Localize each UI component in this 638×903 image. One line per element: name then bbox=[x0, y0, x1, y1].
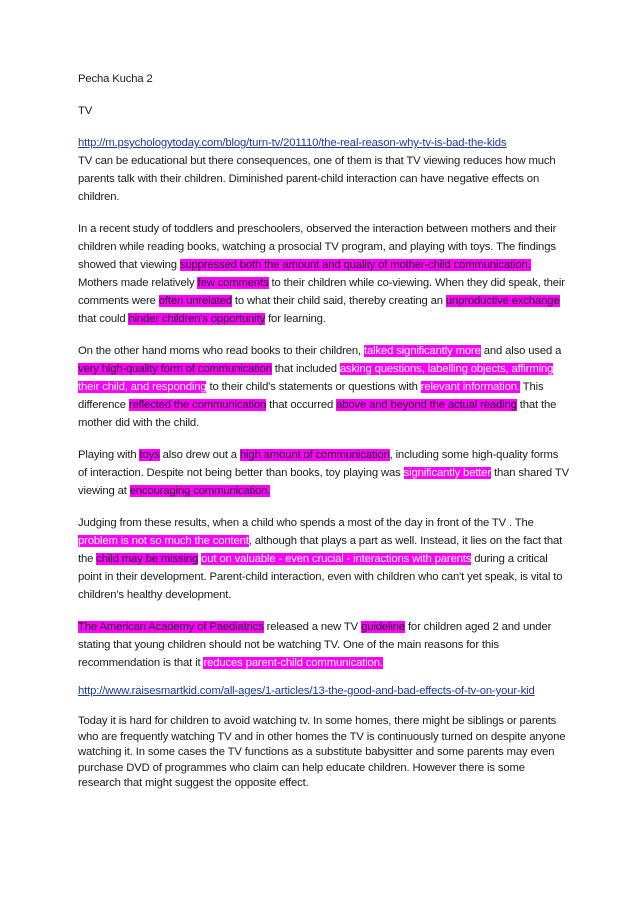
text-run: for learning. bbox=[265, 313, 326, 325]
text-run: This difference bbox=[78, 381, 544, 411]
source-link-2[interactable]: http://www.raisesmartkid.com/all-ages/1-articles/13-the-good-and-bad-effects-of-tv-on-your-kid bbox=[78, 685, 535, 697]
highlight: above and beyond the actual reading bbox=[336, 399, 517, 411]
paragraph-results bbox=[78, 514, 570, 604]
paragraph-avoid-tv: Today it is hard for children to avoid watching tv. In some homes, there might be siblings or parents who are frequently watching TV and in other homes the TV is continuously turned on despite anyone watching it. In some cases the TV functions as a substitute babysitter and some parents may even purchase DVD of programmes who claim can help educate children. However there is some research that might suggest the opposite effect. bbox=[78, 715, 566, 789]
highlight: problem is not so much the content bbox=[78, 535, 249, 547]
highlight: suppressed both the amount and quality of mother-child communication. bbox=[179, 259, 531, 271]
text-run: for children aged 2 and under stating that young children should not be watching TV. One of the main reasons for this recommendation is that it bbox=[78, 621, 552, 669]
text-run: that occurred bbox=[266, 399, 337, 411]
text-run: Judging from these results, when a child who spends a most of the day in front of the TV . The bbox=[78, 517, 534, 529]
highlight: unproductive exchange bbox=[445, 295, 560, 307]
text-run: during a critical point in their development. Parent-child interaction, even with children who can't yet speak, is vital to children's healthy development. bbox=[78, 553, 563, 601]
paragraph-guideline bbox=[78, 618, 570, 672]
text-run: released a new TV bbox=[263, 621, 362, 633]
paragraph-reading bbox=[78, 342, 570, 432]
highlight: encouraging communication. bbox=[129, 485, 271, 497]
highlight: The American Academy of Paediatrics bbox=[78, 621, 264, 633]
text-run: that could bbox=[78, 313, 129, 325]
text-run: that the mother did with the child. bbox=[78, 399, 557, 429]
source-link-1[interactable]: http://m.psychologytoday.com/blog/turn-tv/201110/the-real-reason-why-tv-is-bad-the-kids bbox=[78, 137, 507, 149]
paragraph-study bbox=[78, 220, 570, 328]
paragraph-intro: TV can be educational but there consequences, one of them is that TV viewing reduces how much parents talk with their children. Diminished parent-child interaction can have negative effects on children. bbox=[78, 155, 556, 203]
highlight: out on valuable - even crucial - interactions with parents bbox=[201, 553, 472, 565]
text-run: that included bbox=[271, 363, 340, 375]
text-run: , although that plays a part as well. Instead, it lies on the fact that the bbox=[78, 535, 563, 565]
highlight: high amount of communication bbox=[239, 449, 390, 461]
text-run: to their child's statements or questions with bbox=[206, 381, 421, 393]
highlight: often unrelated bbox=[158, 295, 232, 307]
highlight: reduces parent-child communication. bbox=[203, 657, 383, 669]
text-run: and also used a bbox=[480, 345, 562, 357]
highlight: relevant information. bbox=[420, 381, 520, 393]
text-run: In a recent study of toddlers and preschoolers, observed the interaction between mothers and their children while reading books, watching a prosocial TV program, and playing with toys. The findings showed that viewing bbox=[78, 223, 557, 271]
paragraph-toys bbox=[78, 446, 570, 500]
highlight: significantly better bbox=[403, 467, 492, 479]
document-body bbox=[78, 70, 570, 792]
highlight: asking questions, labelling objects, affirming their child, and responding bbox=[78, 363, 554, 393]
highlight: few comments bbox=[197, 277, 269, 289]
highlight: talked significantly more bbox=[363, 345, 481, 357]
highlight: guideline bbox=[361, 621, 405, 633]
text-run: On the other hand moms who read books to their children, bbox=[78, 345, 364, 357]
highlight: toys bbox=[139, 449, 160, 461]
document-subtitle: TV bbox=[78, 105, 93, 117]
document-title: Pecha Kucha 2 bbox=[78, 73, 153, 85]
highlight: very high-quality form of communication bbox=[78, 363, 272, 375]
text-run: Playing with bbox=[78, 449, 140, 461]
text-run: to their children while co-viewing. When they did speak, their comments were bbox=[78, 277, 565, 307]
highlight: hinder children's opportunity bbox=[128, 313, 266, 325]
text-run: , including some high-quality forms of interaction. Despite not being better than books, toy playing was bbox=[78, 449, 559, 479]
highlight: reflected the communication bbox=[128, 399, 267, 411]
highlight: child may be missing bbox=[96, 553, 199, 565]
text-run: to what their child said, thereby creating an bbox=[231, 295, 446, 307]
text-run: also drew out a bbox=[159, 449, 240, 461]
text-run: Mothers made relatively bbox=[78, 277, 198, 289]
text-run: than shared TV viewing at bbox=[78, 467, 569, 497]
